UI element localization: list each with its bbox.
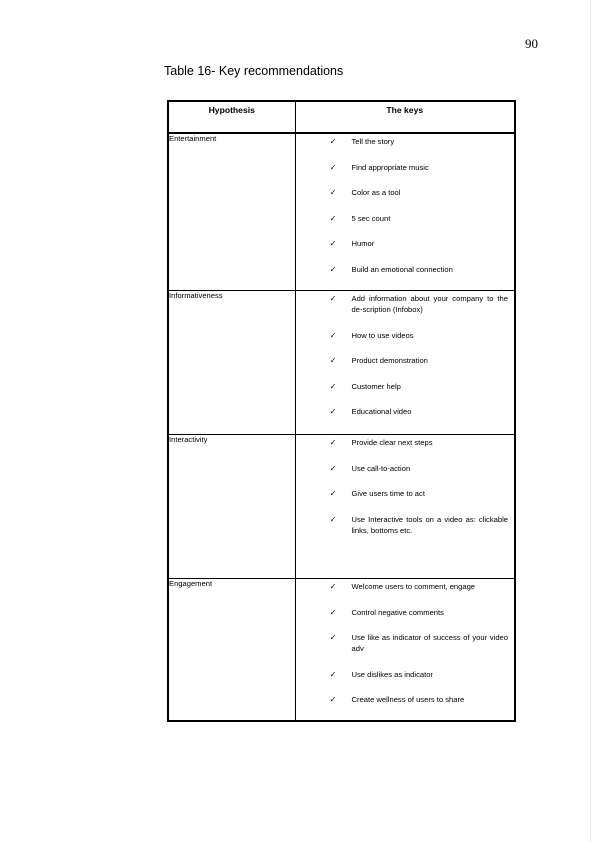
header-keys: The keys <box>295 101 515 133</box>
key-text: Educational video <box>351 407 412 416</box>
key-text: Provide clear next steps <box>351 438 433 447</box>
key-item <box>296 330 509 341</box>
checkmark-icon: ✓ <box>329 162 337 172</box>
checkmark-icon: ✓ <box>329 137 337 146</box>
keys-list <box>296 291 515 417</box>
table-body <box>168 133 515 721</box>
keys-cell <box>295 579 515 721</box>
checkmark-icon: ✓ <box>329 239 337 248</box>
keys-cell <box>295 435 515 579</box>
key-text: Tell the story <box>351 137 395 146</box>
checkmark-icon: ✓ <box>329 407 337 416</box>
key-item <box>296 238 509 249</box>
key-item <box>296 213 509 224</box>
page-number: 90 <box>525 36 538 51</box>
key-text: Use dislikes as indicator <box>351 669 433 679</box>
table-row <box>168 291 515 435</box>
key-text: Find appropriate music <box>351 162 429 172</box>
key-text: Use like as indicator of success of your video adv <box>351 633 508 653</box>
key-text: Color as a tool <box>351 188 401 197</box>
checkmark-icon: ✓ <box>329 633 337 642</box>
checkmark-icon: ✓ <box>329 438 337 447</box>
key-item <box>296 293 509 315</box>
header-hypothesis: Hypothesis <box>168 101 295 133</box>
key-text: Give users time to act <box>351 489 425 498</box>
hypothesis-cell: Entertainment <box>168 133 295 291</box>
key-item <box>296 437 509 448</box>
key-item <box>296 162 509 173</box>
checkmark-icon: ✓ <box>329 669 337 679</box>
keys-list <box>296 579 515 705</box>
key-item <box>296 264 509 275</box>
checkmark-icon: ✓ <box>329 607 337 617</box>
checkmark-icon: ✓ <box>329 330 337 340</box>
checkmark-icon: ✓ <box>329 213 337 223</box>
key-item <box>296 669 509 680</box>
key-item <box>296 463 509 474</box>
key-text: Build an emotional connection <box>351 264 453 274</box>
key-text: Customer help <box>351 381 401 391</box>
key-item <box>296 581 509 592</box>
key-text: Add information about your company to the de-scription (Infobox) <box>351 294 508 314</box>
key-item <box>296 355 509 366</box>
hypothesis-cell: Interactivity <box>168 435 295 579</box>
key-text: How to use videos <box>351 330 414 340</box>
checkmark-icon: ✓ <box>329 294 337 303</box>
keys-cell <box>295 133 515 291</box>
key-item <box>296 694 509 705</box>
key-item <box>296 488 509 499</box>
key-text: Control negative comments <box>351 607 444 617</box>
table-header-row <box>168 101 515 133</box>
table-caption: Table 16- Key recommendations <box>164 64 344 78</box>
key-item <box>296 607 509 618</box>
key-item <box>296 136 509 147</box>
recommendations-table <box>167 100 516 722</box>
checkmark-icon: ✓ <box>329 695 337 704</box>
checkmark-icon: ✓ <box>329 356 337 365</box>
checkmark-icon: ✓ <box>329 463 337 473</box>
key-item <box>296 632 509 654</box>
checkmark-icon: ✓ <box>329 582 337 591</box>
page-edge <box>590 0 591 842</box>
table-row <box>168 579 515 721</box>
checkmark-icon: ✓ <box>329 188 337 197</box>
checkmark-icon: ✓ <box>329 489 337 498</box>
key-text: Create wellness of users to share <box>351 695 465 704</box>
keys-cell <box>295 291 515 435</box>
keys-list <box>296 435 515 536</box>
key-item <box>296 187 509 198</box>
table-row <box>168 133 515 291</box>
checkmark-icon: ✓ <box>329 264 337 274</box>
checkmark-icon: ✓ <box>329 514 337 524</box>
key-item <box>296 514 509 536</box>
keys-list <box>296 134 515 275</box>
key-text: Use call-to-action <box>351 463 411 473</box>
key-item <box>296 381 509 392</box>
hypothesis-cell: Informativeness <box>168 291 295 435</box>
key-text: Humor <box>351 239 375 248</box>
hypothesis-cell: Engagement <box>168 579 295 721</box>
table-row <box>168 435 515 579</box>
key-text: Use Interactive tools on a video as: clickable links, bottoms etc. <box>351 514 508 535</box>
key-text: Welcome users to comment, engage <box>351 582 476 591</box>
checkmark-icon: ✓ <box>329 381 337 391</box>
key-text: 5 sec count <box>351 213 391 223</box>
key-text: Product demonstration <box>351 356 428 365</box>
key-item <box>296 406 509 417</box>
